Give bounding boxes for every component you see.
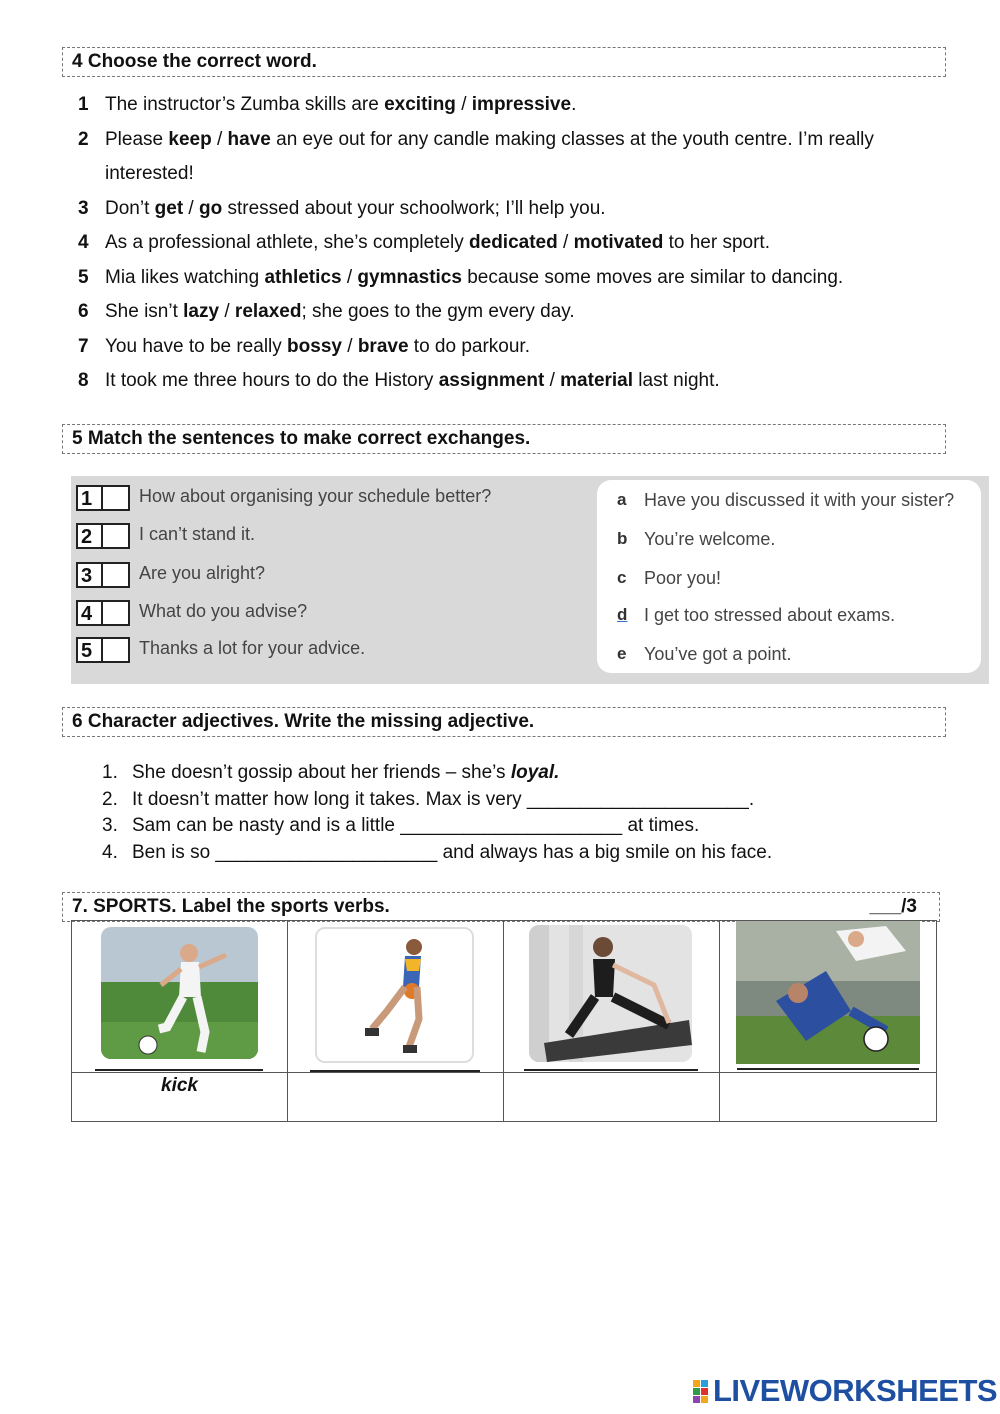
section-4-list	[78, 88, 958, 399]
match-right-item	[617, 529, 987, 553]
label-cell[interactable]	[288, 1073, 504, 1122]
picture-cell	[504, 921, 720, 1073]
match-number: 4	[76, 600, 103, 626]
logo-text: LIVEWORKSHEETS	[713, 1373, 998, 1408]
answer-box[interactable]	[103, 637, 130, 663]
stretching-photo	[529, 925, 692, 1062]
section-5-title: 5 Match the sentences to make correct exchanges.	[72, 428, 531, 449]
match-letter: d	[617, 605, 628, 624]
match-left-text: Thanks a lot for your advice.	[139, 638, 366, 658]
section-6-header	[62, 707, 946, 737]
picture-cell	[288, 921, 504, 1073]
picture-cell	[720, 921, 937, 1073]
label-cell[interactable]	[72, 1073, 288, 1122]
liveworksheets-logo	[693, 1373, 998, 1408]
match-left-item	[76, 523, 586, 549]
section-7-header	[62, 892, 940, 922]
section-6-title: 6 Character adjectives. Write the missing adjective.	[72, 711, 535, 732]
list-item: 1. She doesn’t gossip about her friends – she’s loyal.	[102, 760, 772, 787]
list-item: 5 Mia likes watching athletics / gymnastics because some moves are similar to dancing.	[78, 261, 958, 296]
match-number: 3	[76, 562, 103, 588]
choice-sentence[interactable]: Mia likes watching athletics / gymnastics because some moves are similar to dancing.	[105, 266, 844, 288]
score: ___/3	[869, 896, 917, 917]
list-item: 4. Ben is so _____________________ and always has a big smile on his face.	[102, 840, 772, 867]
match-left-text: How about organising your schedule better?	[139, 486, 492, 506]
match-right-panel	[597, 480, 981, 673]
list-item: 7 You have to be really bossy / brave to do parkour.	[78, 330, 958, 365]
match-right-text: You’re welcome.	[644, 529, 776, 549]
answer-box[interactable]	[103, 562, 130, 588]
match-left-item	[76, 600, 586, 626]
list-item: 3 Don’t get / go stressed about your schoolwork; I’ll help you.	[78, 192, 958, 227]
match-letter: e	[617, 644, 627, 663]
answer-line	[737, 1068, 919, 1070]
soccer-tackle-photo	[736, 921, 920, 1064]
choice-sentence[interactable]: It took me three hours to do the History assignment / material last night.	[105, 370, 720, 391]
match-right-text: You’ve got a point.	[644, 644, 792, 664]
section-5-header	[62, 424, 946, 454]
label-cell[interactable]	[720, 1073, 937, 1122]
sport-verb-label: kick	[161, 1075, 198, 1096]
choice-sentence[interactable]: Please keep / have an eye out for any candle making classes at the youth centre. I’m really interested!	[105, 128, 874, 184]
match-number: 2	[76, 523, 103, 549]
match-left-text: I can’t stand it.	[139, 524, 256, 544]
match-right-text: Poor you!	[644, 568, 722, 588]
match-right-item	[617, 605, 987, 629]
adjective-sentence[interactable]: Sam can be nasty and is a little _____________________ at times.	[132, 815, 700, 837]
list-item: 8 It took me three hours to do the History assignment / material last night.	[78, 364, 958, 399]
adjective-sentence: She doesn’t gossip about her friends – she’s loyal.	[132, 762, 560, 783]
list-item: 2. It doesn’t matter how long it takes. Max is very _____________________.	[102, 787, 772, 814]
match-left-item	[76, 562, 586, 588]
list-item: 1 The instructor’s Zumba skills are exciting / impressive.	[78, 88, 958, 123]
adjective-sentence[interactable]: It doesn’t matter how long it takes. Max is very _____________________.	[132, 788, 755, 810]
list-item: 6 She isn’t lazy / relaxed; she goes to the gym every day.	[78, 295, 958, 330]
match-right-text: Have you discussed it with your sister?	[644, 490, 955, 510]
match-right-item	[617, 568, 987, 592]
match-letter: a	[617, 490, 627, 509]
match-number: 5	[76, 637, 103, 663]
match-letter: b	[617, 529, 628, 548]
match-left-text: What do you advise?	[139, 601, 308, 621]
answer-line	[310, 1070, 480, 1072]
choice-sentence[interactable]: The instructor’s Zumba skills are exciting / impressive.	[105, 94, 577, 115]
match-letter: c	[617, 568, 627, 587]
match-left-item	[76, 485, 586, 511]
match-right-item	[617, 644, 987, 668]
section-4-header	[62, 47, 946, 77]
match-right-item	[617, 490, 987, 514]
choice-sentence[interactable]: She isn’t lazy / relaxed; she goes to the gym every day.	[105, 301, 575, 322]
answer-box[interactable]	[103, 485, 130, 511]
basketball-dribble-photo	[315, 927, 474, 1063]
match-number: 1	[76, 485, 103, 511]
adjective-sentence[interactable]: Ben is so _____________________ and always has a big smile on his face.	[132, 842, 773, 864]
choice-sentence[interactable]: You have to be really bossy / brave to do parkour.	[105, 335, 530, 357]
answer-line	[524, 1069, 698, 1071]
answer-line	[95, 1069, 263, 1071]
choice-sentence[interactable]: Don’t get / go stressed about your schoolwork; I’ll help you.	[105, 197, 606, 219]
list-item: 3. Sam can be nasty and is a little _____________________ at times.	[102, 813, 772, 840]
list-item: 4 As a professional athlete, she’s completely dedicated / motivated to her sport.	[78, 226, 958, 261]
match-right-text: I get too stressed about exams.	[644, 605, 896, 625]
picture-cell	[72, 921, 288, 1073]
sports-table	[71, 920, 937, 1122]
match-left-item	[76, 637, 586, 663]
answer-box[interactable]	[103, 600, 130, 626]
match-left-text: Are you alright?	[139, 563, 266, 583]
section-6-list	[102, 760, 772, 867]
choice-sentence[interactable]: As a professional athlete, she’s completely dedicated / motivated to her sport.	[105, 232, 770, 253]
section-4-title: 4 Choose the correct word.	[72, 51, 317, 72]
answer-box[interactable]	[103, 523, 130, 549]
label-cell[interactable]	[504, 1073, 720, 1122]
section-7-title: 7. SPORTS. Label the sports verbs.	[72, 896, 390, 917]
list-item: 2 Please keep / have an eye out for any candle making classes at the youth centre. I’m really interested!	[78, 123, 958, 192]
soccer-kick-photo	[101, 927, 258, 1059]
match-panel	[71, 476, 989, 684]
